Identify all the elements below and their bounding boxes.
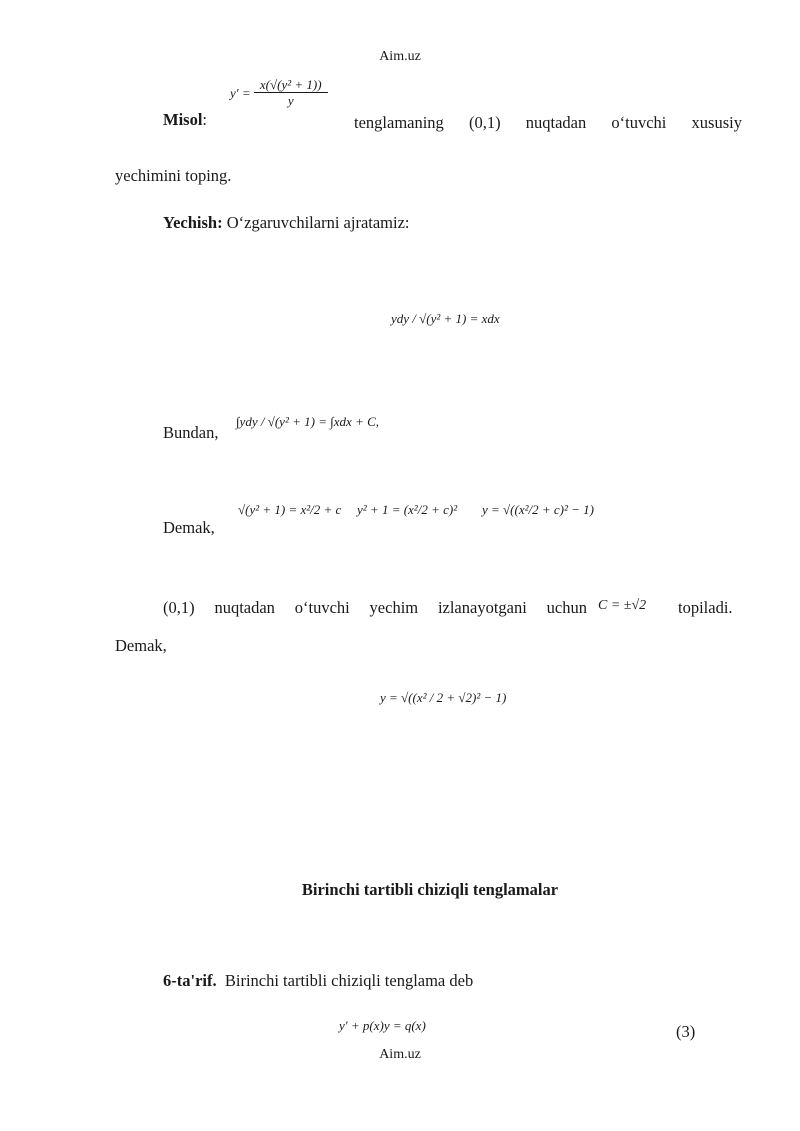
example-eq-fraction — [254, 78, 328, 109]
condition-word: o‘tuvchi — [294, 598, 350, 617]
definition-line — [163, 973, 473, 990]
demak-label: Demak, — [163, 518, 215, 537]
example-word: (0,1) — [468, 113, 501, 132]
topiladi-word: topiladi. — [678, 598, 733, 617]
constant-value: C = ±√2 — [598, 598, 647, 613]
page-header: Aim.uz — [379, 49, 421, 64]
example-text-continuation: yechimini toping. — [115, 166, 232, 185]
particular-solution: y = √((x² / 2 + √2)² − 1) — [380, 690, 507, 705]
example-word: tenglamaning — [354, 113, 444, 132]
separated-equation: ydy / √(y² + 1) = xdx — [391, 311, 500, 326]
integral-equation: ∫ydy / √(y² + 1) = ∫xdx + C, — [236, 414, 380, 429]
linear-equation: y′ + p(x)y = q(x) — [339, 1018, 426, 1033]
example-word: xususiy — [691, 113, 742, 132]
solution-equation-c: y = √((x²/2 + c)² − 1) — [482, 502, 594, 517]
example-label — [163, 112, 207, 129]
condition-word: nuqtadan — [214, 598, 275, 617]
solution-label: Yechish: — [163, 213, 223, 232]
example-word: o‘tuvchi — [611, 113, 667, 132]
example-label-text: Misol — [163, 110, 203, 129]
condition-word: uchun — [546, 598, 587, 617]
definition-label: 6-ta'rif. — [163, 971, 217, 990]
example-eq-denominator: y — [287, 93, 294, 109]
solution-text: O‘zgaruvchilarni ajratamiz: — [226, 213, 410, 232]
example-text-line — [354, 115, 742, 132]
definition-text: Birinchi tartibli chiziqli tenglama deb — [224, 971, 474, 990]
bundan-label: Bundan, — [163, 423, 219, 442]
example-label-colon: : — [202, 110, 208, 129]
condition-word: yechim — [369, 598, 419, 617]
section-heading: Birinchi tartibli chiziqli tenglamalar — [301, 880, 559, 899]
example-eq-lhs: y′ = — [230, 85, 251, 101]
equation-number: (3) — [676, 1022, 696, 1041]
solution-equation-b: y² + 1 = (x²/2 + c)² — [357, 502, 458, 517]
solution-intro — [163, 215, 410, 232]
page-footer: Aim.uz — [379, 1047, 421, 1062]
condition-word: (0,1) — [163, 598, 195, 617]
condition-word: izlanayotgani — [437, 598, 527, 617]
example-equation — [230, 78, 328, 109]
example-word: nuqtadan — [525, 113, 587, 132]
demak-label-2: Demak, — [115, 636, 167, 655]
solution-equation-a: √(y² + 1) = x²/2 + c — [238, 502, 342, 517]
example-eq-numerator: x(√(y² + 1)) — [254, 78, 328, 93]
condition-text-line — [163, 600, 587, 617]
